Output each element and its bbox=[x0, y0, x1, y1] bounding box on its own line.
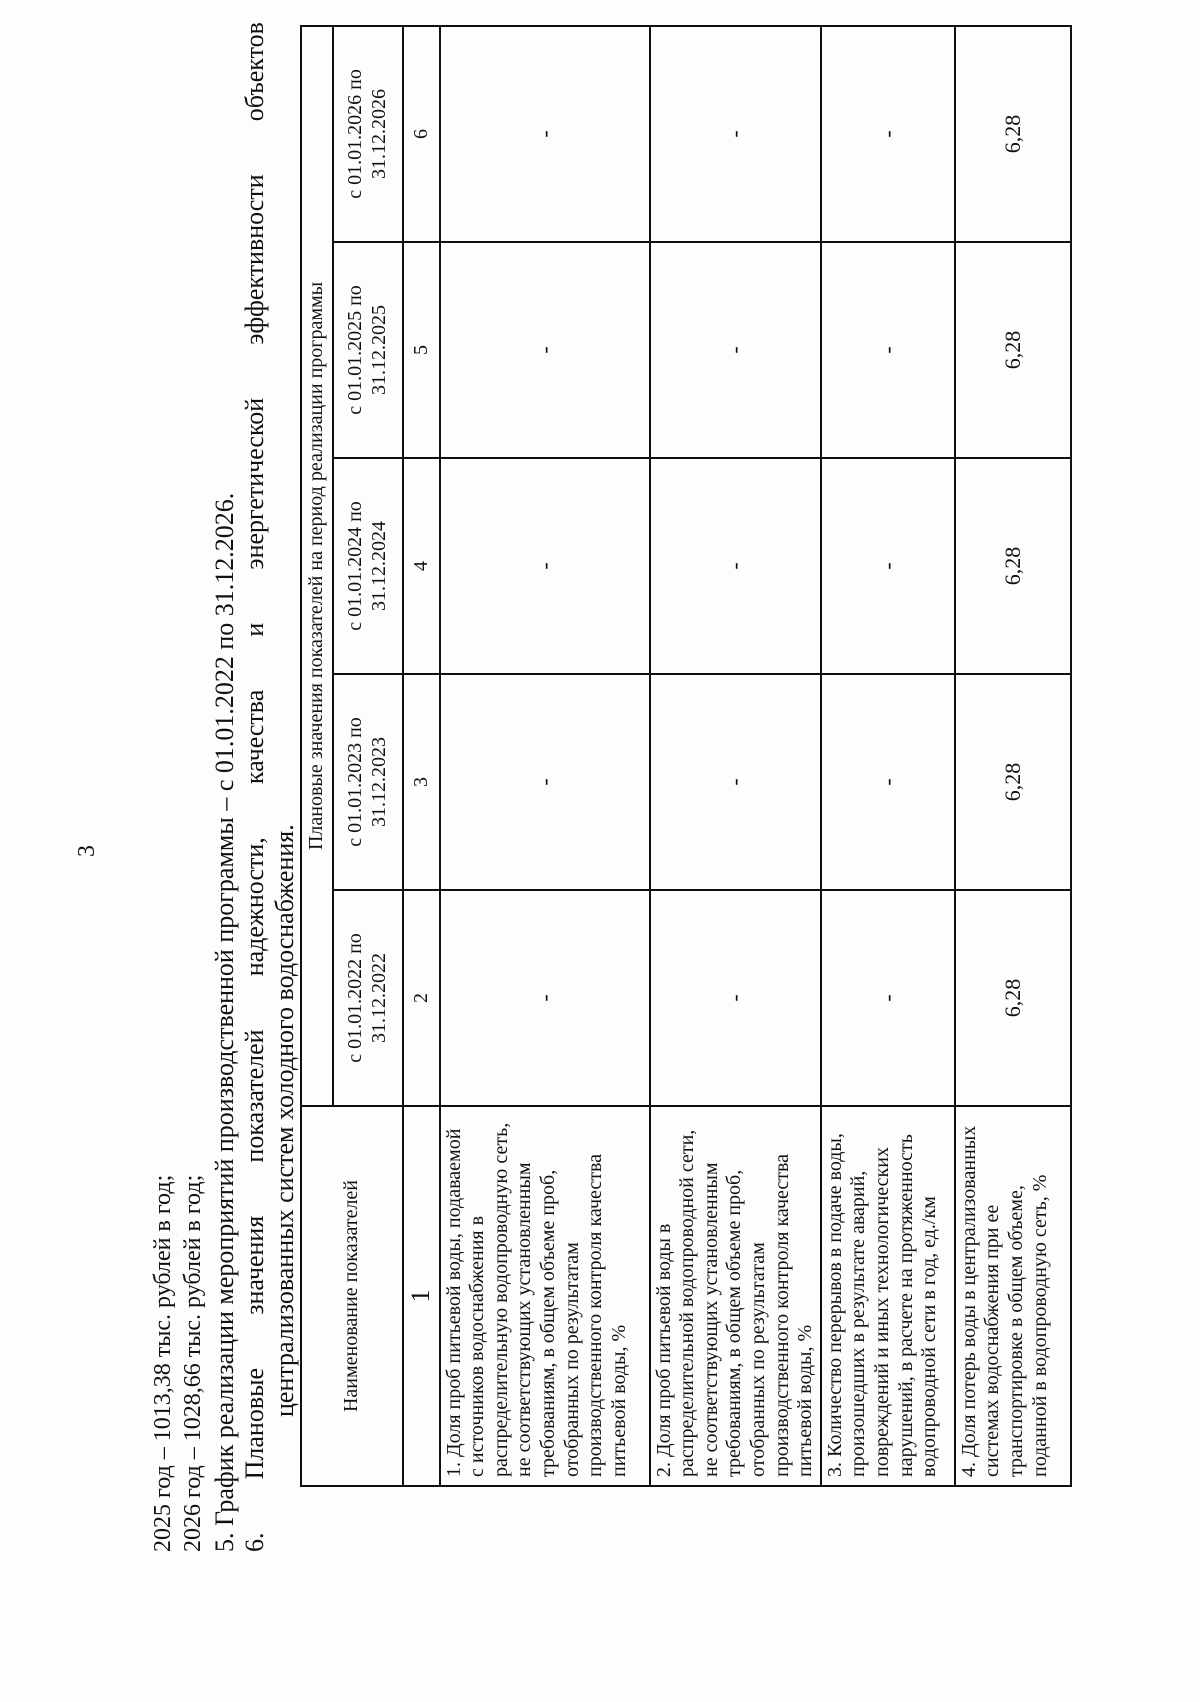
indicator-value: - bbox=[440, 890, 650, 1106]
heading-word: и bbox=[240, 622, 269, 637]
period-header: с 01.01.2025 по 31.12.2025 bbox=[333, 242, 403, 458]
indicator-value: - bbox=[650, 26, 821, 242]
column-number-row bbox=[403, 26, 440, 1486]
cost-line-2025: 2025 год – 1013,38 тыс. рублей в год; bbox=[150, 1174, 176, 1552]
table-row bbox=[440, 26, 650, 1486]
indicator-value: 6,28 bbox=[955, 890, 1071, 1106]
table-row bbox=[821, 26, 955, 1486]
period-header: с 01.01.2022 по 31.12.2022 bbox=[333, 890, 403, 1106]
planned-values-header: Плановые значения показателей на период реализации программы bbox=[301, 26, 333, 1106]
indicator-value: - bbox=[440, 242, 650, 458]
heading-word: 6. bbox=[240, 1532, 269, 1552]
indicator-value: 6,28 bbox=[955, 242, 1071, 458]
heading-word: эффективности bbox=[240, 174, 269, 345]
indicator-value: - bbox=[440, 26, 650, 242]
indicators-heading bbox=[240, 22, 270, 1552]
heading-word: надежности, bbox=[240, 837, 269, 977]
period-header: с 01.01.2024 по 31.12.2024 bbox=[333, 458, 403, 674]
heading-word: значения bbox=[240, 1215, 269, 1315]
indicator-value: - bbox=[821, 458, 955, 674]
heading-word: Плановые bbox=[240, 1367, 269, 1480]
column-number: 2 bbox=[403, 890, 440, 1106]
indicator-value: - bbox=[821, 242, 955, 458]
indicator-value: - bbox=[821, 890, 955, 1106]
page-number: 3 bbox=[74, 845, 100, 857]
period-header: с 01.01.2023 по 31.12.2023 bbox=[333, 674, 403, 890]
indicator-value: - bbox=[650, 242, 821, 458]
heading-word: объектов bbox=[240, 22, 269, 122]
table-row bbox=[650, 26, 821, 1486]
indicator-value: - bbox=[440, 458, 650, 674]
indicators-heading-continued: централизованных систем холодного водоснабжения. bbox=[270, 824, 299, 1417]
indicator-value: - bbox=[650, 674, 821, 890]
indicator-name: 4. Доля потерь воды в централизованных системах водоснабжения при ее транспортировке в общем объеме, поданной в водопроводную сеть, % bbox=[955, 1106, 1071, 1486]
indicator-value: 6,28 bbox=[955, 674, 1071, 890]
column-number: 3 bbox=[403, 674, 440, 890]
period-header: с 01.01.2026 по 31.12.2026 bbox=[333, 26, 403, 242]
column-number: 5 bbox=[403, 242, 440, 458]
indicator-name: 3. Количество перерывов в подаче воды, произошедших в результате аварий, повреждений и иных технологических нарушений, в расчете на протяженность водопроводной сети в год, ед./км bbox=[821, 1106, 955, 1486]
indicator-value: - bbox=[650, 890, 821, 1106]
column-number: 4 bbox=[403, 458, 440, 674]
heading-word: показателей bbox=[240, 1029, 269, 1163]
indicator-value: - bbox=[650, 458, 821, 674]
heading-word: качества bbox=[240, 689, 269, 785]
table-header-row bbox=[301, 26, 333, 1486]
heading-word: энергетической bbox=[240, 397, 269, 570]
indicators-table bbox=[300, 25, 1072, 1487]
indicator-value: - bbox=[440, 674, 650, 890]
indicator-name: 2. Доля проб питьевой воды в распределительной водопроводной сети, не соответствующих установленным требованиям, в общем объеме проб, отобранных по результатам производственного контроля качества питьевой воды, % bbox=[650, 1106, 821, 1486]
indicator-name-header: Наименование показателей bbox=[301, 1106, 403, 1486]
indicator-name: 1. Доля проб питьевой воды, подаваемой с источников водоснабжения в распределительную водопроводную сеть, не соответствующих установленным требованиям, в общем объеме проб, отобранных по результатам производственного контроля качества питьевой воды, % bbox=[440, 1106, 650, 1486]
table-row bbox=[955, 26, 1071, 1486]
indicator-value: - bbox=[821, 674, 955, 890]
indicator-value: 6,28 bbox=[955, 458, 1071, 674]
column-number: 1 bbox=[403, 1106, 440, 1486]
indicator-value: 6,28 bbox=[955, 26, 1071, 242]
indicator-value: - bbox=[821, 26, 955, 242]
cost-line-2026: 2026 год – 1028,66 тыс. рублей в год; bbox=[180, 1174, 206, 1552]
column-number: 6 bbox=[403, 26, 440, 242]
schedule-paragraph: 5. График реализации мероприятий производственной программы – с 01.01.2022 по 31.12.2026. bbox=[210, 492, 239, 1552]
